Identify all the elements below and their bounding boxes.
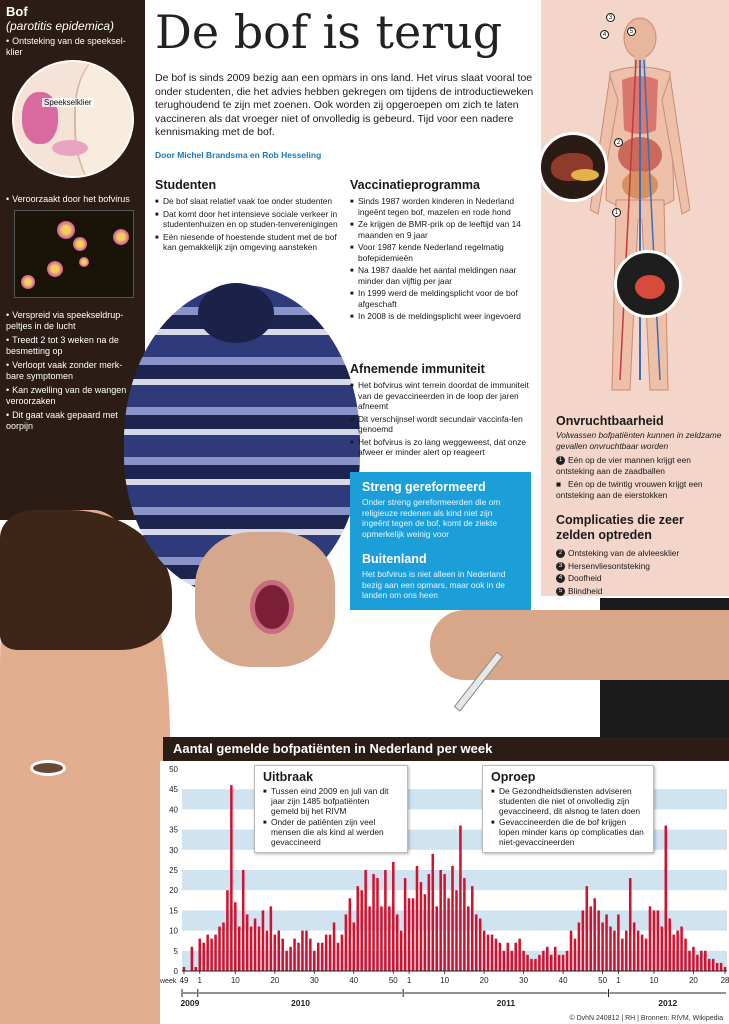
x-tick-label: 30 <box>309 976 319 985</box>
y-tick-label: 10 <box>169 926 178 936</box>
bar <box>518 939 521 971</box>
buitenland-text: Het bofvirus is niet alleen in Nederland bezig aan een opmars, maar ook in de landen om ons heen <box>362 569 506 600</box>
bar <box>301 931 304 971</box>
bar <box>463 878 466 971</box>
bar <box>388 906 391 971</box>
bar <box>530 959 533 971</box>
bar <box>380 906 383 971</box>
list-item: ■ Het bofvirus wint terrein doordat de immuniteit van de gevaccineerden in de loop der jaren afneemt <box>350 380 535 412</box>
list-item: ■ Sinds 1987 worden kinderen in Nederland ingeënt tegen bof, mazelen en rode hond <box>350 196 535 217</box>
x-tick-label: 30 <box>519 976 529 985</box>
bar <box>629 878 632 971</box>
bar <box>333 923 336 971</box>
virus-particle <box>79 257 89 267</box>
bar <box>238 927 241 971</box>
x-tick-label: 49 <box>179 976 189 985</box>
bar <box>593 898 596 971</box>
bar <box>708 959 711 971</box>
marker-5: 5 <box>627 27 636 36</box>
bar <box>349 898 352 971</box>
bar <box>617 914 620 971</box>
bar <box>191 947 194 971</box>
bar <box>554 947 557 971</box>
bar <box>601 923 604 971</box>
bar <box>226 890 229 971</box>
uitbraak-heading: Uitbraak <box>263 770 314 784</box>
year-label: 2011 <box>496 998 516 1008</box>
virus-particle <box>47 261 63 277</box>
bar <box>270 906 273 971</box>
y-tick-label: 50 <box>169 765 178 774</box>
onvruchtbaarheid-subtitle: Volwassen bofpatiënten kunnen in zeldzame gevallen onvruchtbaar worden <box>556 430 722 451</box>
comp-item <box>556 548 724 559</box>
comp-item-text: Ontsteking van de alvleesklier <box>568 548 680 558</box>
blue-info-box <box>350 472 531 610</box>
bar <box>384 870 387 971</box>
bar <box>542 951 545 971</box>
onvruchtbaarheid-heading: Onvruchtbaarheid <box>556 414 664 428</box>
vaccinatie-heading: Vaccinatieprogramma <box>350 178 480 192</box>
bar <box>507 943 510 971</box>
bar <box>234 902 237 971</box>
left-item-virus: • Veroorzaakt door het bofvirus <box>6 194 140 205</box>
bar <box>392 862 395 971</box>
studenten-heading: Studenten <box>155 178 217 192</box>
bar <box>534 959 537 971</box>
bar <box>526 955 529 971</box>
x-tick-label: 1 <box>406 976 412 985</box>
left-title: Bof <box>6 4 28 19</box>
list-item: ■ Dit verschijnsel wordt secundair vaccinfa-len genoemd <box>350 414 535 435</box>
vaccinatie-list <box>350 196 535 324</box>
bar <box>325 935 328 971</box>
uitbraak-callout <box>254 765 408 853</box>
bar <box>455 890 458 971</box>
bar <box>684 939 687 971</box>
x-tick-label: 10 <box>440 976 450 985</box>
left-fact-list <box>6 310 140 435</box>
bar <box>424 894 427 971</box>
bar <box>404 878 407 971</box>
bar <box>443 874 446 971</box>
left-fact: • Verloopt vaak zonder merk-bare symptomen <box>6 360 140 382</box>
bar <box>353 923 356 971</box>
bar <box>558 955 561 971</box>
salivary-gland-illustration <box>12 60 134 178</box>
onv-item <box>556 479 724 500</box>
bar <box>700 951 703 971</box>
bar <box>368 906 371 971</box>
page-title: De bof is terug <box>155 5 503 59</box>
oproep-heading: Oproep <box>491 770 536 784</box>
x-tick-label: 1 <box>616 976 621 985</box>
bar <box>641 935 644 971</box>
number-badge: 1 <box>556 456 565 465</box>
list-item: ■ Gevaccineerden die de bof krijgen lopen minder kans op complicaties dan niet-gevaccineerden <box>491 817 645 847</box>
virus-particle <box>73 237 87 251</box>
source-credit: © DvhN 240812 | RH | Bronnen: RIVM, Wikipedia <box>569 1015 723 1022</box>
x-tick-label: 20 <box>270 976 280 985</box>
bar <box>206 935 209 971</box>
bar <box>356 886 359 971</box>
number-badge: 4 <box>556 574 565 583</box>
onv-item-text: Eén op de twintig vrouwen krijgt een ontsteking aan de eierstokken <box>556 479 703 500</box>
studenten-list <box>155 196 340 255</box>
bar <box>609 927 612 971</box>
list-item: ■ Tussen eind 2009 en juli van dit jaar zijn 1485 bofpatiënten gemeld bij het RIVM <box>263 786 399 816</box>
bar <box>372 874 375 971</box>
bar <box>688 951 691 971</box>
bar <box>214 935 217 971</box>
bar <box>538 955 541 971</box>
comp-item-text: Blindheid <box>568 585 603 596</box>
bar <box>499 943 502 971</box>
bar <box>317 943 320 971</box>
bar <box>522 951 525 971</box>
x-tick-label: 40 <box>558 976 568 985</box>
oproep-callout <box>482 765 654 853</box>
human-anatomy-illustration <box>590 10 690 410</box>
y-tick-label: 0 <box>173 967 178 976</box>
y-tick-label: 5 <box>173 946 178 956</box>
bar <box>274 935 277 971</box>
bar <box>475 914 478 971</box>
list-item: ■ De bof slaat relatief vaak toe onder studenten <box>155 196 340 207</box>
bar <box>613 931 616 971</box>
bar <box>578 923 581 971</box>
oproep-list <box>491 786 645 847</box>
bar <box>345 914 348 971</box>
bar <box>447 898 450 971</box>
virus-particle <box>57 221 75 239</box>
bar <box>281 939 284 971</box>
marker-3: 3 <box>606 13 615 22</box>
bar <box>305 931 308 971</box>
complicaties-list <box>556 548 724 596</box>
bar <box>297 943 300 971</box>
bar <box>285 951 288 971</box>
bar <box>210 939 213 971</box>
x-tick-label: 40 <box>349 976 359 985</box>
uitbraak-list <box>263 786 399 847</box>
immuniteit-list <box>350 380 535 460</box>
open-mouth <box>250 580 294 634</box>
bar <box>337 943 340 971</box>
x-tick-label: 50 <box>598 976 608 985</box>
bar <box>364 870 367 971</box>
bar <box>657 910 660 971</box>
bar <box>724 967 727 971</box>
y-tick-label: 40 <box>169 805 178 815</box>
list-item: ■ Eén niesende of hoestende student met de bof kan gemakkelijk zijn omgeving aansteken <box>155 232 340 253</box>
hat-pompom <box>198 283 274 343</box>
comp-item <box>556 573 724 584</box>
x-tick-label: 10 <box>649 976 659 985</box>
gland-shape-lower <box>52 140 88 156</box>
bar <box>582 910 585 971</box>
bar <box>649 906 652 971</box>
bar <box>439 870 442 971</box>
bar <box>589 906 592 971</box>
bar <box>637 931 640 971</box>
grid-band <box>182 870 727 890</box>
bar <box>672 935 675 971</box>
bar <box>479 918 482 971</box>
bar <box>692 947 695 971</box>
byline: Door Michel Brandsma en Rob Hesseling <box>155 150 322 160</box>
bar <box>621 939 624 971</box>
bar <box>341 935 344 971</box>
list-item: ■ In 1999 werd de meldingsplicht voor de bof afgeschaft <box>350 288 535 309</box>
y-tick-label: 20 <box>169 886 178 896</box>
bar <box>696 955 699 971</box>
onvruchtbaarheid-list <box>556 455 724 500</box>
testis-zoom-circle <box>614 250 682 318</box>
bar <box>661 927 664 971</box>
bar <box>668 918 671 971</box>
bar <box>483 931 486 971</box>
bar <box>195 967 198 971</box>
y-tick-label: 15 <box>169 906 178 916</box>
number-badge: 5 <box>556 587 565 596</box>
bar <box>400 931 403 971</box>
bar <box>412 898 415 971</box>
list-item: ■ Het bofvirus is zo lang weggeweest, dat onze afweer er minder alert op reageert <box>350 437 535 458</box>
bar <box>712 959 715 971</box>
bar <box>254 918 257 971</box>
bar <box>570 931 573 971</box>
bar <box>704 951 707 971</box>
list-item: ■ De Gezondheidsdiensten adviseren studenten die niet of onvolledig zijn gevaccineerd, dit alsnog te laten doen <box>491 786 645 816</box>
bar <box>574 939 577 971</box>
onv-item-text: Eén op de vier mannen krijgt een ontsteking aan de zaadballen <box>556 455 691 476</box>
bar <box>376 878 379 971</box>
marker-4: 4 <box>600 30 609 39</box>
bar <box>329 935 332 971</box>
arm-photo <box>430 610 729 680</box>
comp-item <box>556 586 724 597</box>
bar <box>566 951 569 971</box>
bar <box>289 947 292 971</box>
bar <box>491 935 494 971</box>
bar <box>432 854 435 971</box>
list-item: ■ Na 1987 daalde het aantal meldingen naar minder dan vijftig per jaar <box>350 265 535 286</box>
list-item: ■ Dat komt door het intensieve sociale verkeer in studentenhuizen en op studen-tenverenigingen <box>155 209 340 230</box>
bar <box>250 927 253 971</box>
year-label: 2012 <box>658 998 678 1008</box>
bar <box>645 939 648 971</box>
bar <box>633 923 636 971</box>
bar <box>720 963 723 971</box>
bar <box>550 955 553 971</box>
left-item-ontsteking: • Ontsteking van de speeksel-klier <box>6 36 140 58</box>
bar <box>503 951 506 971</box>
gland-label: Speekselklier <box>44 98 92 107</box>
boy-eye <box>30 760 66 776</box>
bar <box>653 910 656 971</box>
bar <box>242 870 245 971</box>
x-tick-label: 28 <box>720 976 729 985</box>
left-fact: • Treedt 2 tot 3 weken na de besmetting op <box>6 335 140 357</box>
bar <box>218 927 221 971</box>
bar <box>183 967 186 971</box>
bar <box>313 951 316 971</box>
bar <box>199 939 202 971</box>
left-fact: • Dit gaat vaak gepaard met oorpijn <box>6 410 140 432</box>
bar <box>222 923 225 971</box>
bar <box>625 931 628 971</box>
y-tick-label: 30 <box>169 845 178 855</box>
bar <box>586 886 589 971</box>
bar <box>309 939 312 971</box>
testis-icon <box>635 275 665 299</box>
list-item: ■ Onder de patiënten zijn veel mensen die als kind al werden gevaccineerd <box>263 817 399 847</box>
x-axis-label: week <box>160 978 177 985</box>
face-profile-icon <box>74 60 134 178</box>
bar <box>680 927 683 971</box>
bar <box>451 866 454 971</box>
streng-heading: Streng gereformeerd <box>362 480 486 494</box>
y-tick-label: 35 <box>169 825 178 835</box>
bar <box>420 882 423 971</box>
x-tick-label: 20 <box>479 976 489 985</box>
list-item: ■ In 2008 is de meldingsplicht weer ingevoerd <box>350 311 535 322</box>
onv-item <box>556 455 724 476</box>
bar <box>293 939 296 971</box>
comp-item-text: Hersenvliesontsteking <box>568 560 650 571</box>
marker-1: 1 <box>612 208 621 217</box>
virus-particle <box>113 229 129 245</box>
x-tick-label: 20 <box>688 976 698 985</box>
y-tick-label: 45 <box>169 785 178 795</box>
bar <box>202 943 205 971</box>
bar <box>435 906 438 971</box>
number-badge: 2 <box>556 549 565 558</box>
left-fact: • Kan zwelling van de wangen veroorzaken <box>6 385 140 407</box>
bar <box>716 963 719 971</box>
bar <box>676 931 679 971</box>
bar <box>511 951 514 971</box>
left-subtitle: (parotitis epidemica) <box>6 19 115 33</box>
list-item: ■ Voor 1987 kende Nederland regelmatig bofepidemieën <box>350 242 535 263</box>
bar <box>230 785 233 971</box>
buitenland-heading: Buitenland <box>362 552 427 566</box>
intro-text: De bof is sinds 2009 bezig aan een opmars in ons land. Het virus slaat vooral toe onder studenten, die het advies hebben gekregen om tijdens de introductieweken terughoudend te zijn met zoenen. Ook worden zij opgeroepen om zich te laten vaccineren als dat vroeger niet of onvolledig is gebeurd. Tijd voor een nadere kennismaking met de bof. <box>155 72 534 138</box>
virus-particle <box>21 275 35 289</box>
bar <box>459 826 462 971</box>
liver-zoom-circle <box>538 132 608 202</box>
x-tick-label: 10 <box>230 976 240 985</box>
x-tick-label: 50 <box>388 976 398 985</box>
marker-2: 2 <box>614 138 623 147</box>
bar <box>562 955 565 971</box>
list-item: ■ Ze krijgen de BMR-prik op de leeftijd van 14 maanden en 9 jaar <box>350 219 535 240</box>
bar <box>258 927 261 971</box>
comp-item <box>556 561 724 572</box>
comp-item-text: Doofheid <box>568 573 602 583</box>
bar <box>277 931 280 971</box>
left-fact: • Verspreid via speekseldrup-peltjes in de lucht <box>6 310 140 332</box>
year-label: 2010 <box>291 998 310 1008</box>
bar <box>321 943 324 971</box>
bar <box>262 910 265 971</box>
bar <box>546 947 549 971</box>
bar <box>428 874 431 971</box>
bar <box>597 910 600 971</box>
bar <box>360 890 363 971</box>
bullet: ■ <box>556 479 562 489</box>
year-label: 2009 <box>180 998 200 1008</box>
bar <box>514 943 517 971</box>
number-badge: 3 <box>556 562 565 571</box>
x-tick-label: 1 <box>197 976 202 985</box>
complicaties-heading: Complicaties die zeer zelden optreden <box>556 513 684 542</box>
chart-title: Aantal gemelde bofpatiënten in Nederland per week <box>163 737 729 761</box>
bar <box>408 898 411 971</box>
virus-microscope-image <box>14 210 134 298</box>
y-tick-label: 25 <box>169 866 178 875</box>
bar <box>665 826 668 971</box>
bar <box>605 914 608 971</box>
bar <box>495 939 498 971</box>
bar <box>246 914 249 971</box>
bar <box>266 931 269 971</box>
immuniteit-heading: Afnemende immuniteit <box>350 362 485 376</box>
bar <box>471 886 474 971</box>
bar <box>396 914 399 971</box>
bar <box>416 866 419 971</box>
bar <box>487 935 490 971</box>
bar <box>467 906 470 971</box>
streng-text: Onder streng gereformeerden die om religieuze redenen als kind niet zijn ingeënt tegen de bof, komt de ziekte opmerkelijk weinig voor <box>362 497 501 539</box>
pancreas-icon <box>571 169 599 181</box>
